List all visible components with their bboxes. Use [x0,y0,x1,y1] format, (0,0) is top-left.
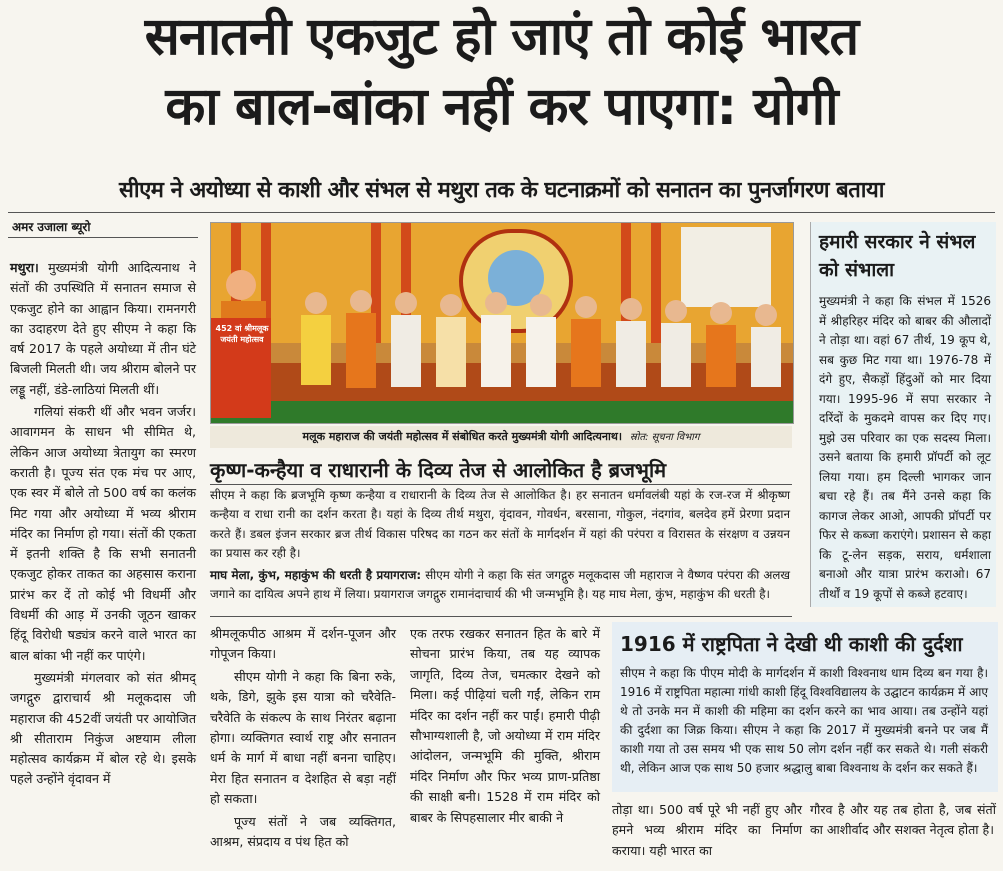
col5-paragraph-1: गौरव है और यह तब होता है, जब संतों का आशीर्वाद और सशक्त नेतृत्व होता है। [810,802,996,838]
photo-caption [210,426,792,448]
dateline: मथुरा। [10,260,39,275]
kashi-box [612,622,998,792]
sidebox-title: हमारी सरकार ने संभल को संभाला [819,231,976,281]
middle-headline: कृष्ण-कन्हैया व राधारानी के दिव्य तेज से आलोकित है ब्रजभूमि [210,458,667,482]
column-5 [810,800,996,843]
column-2 [210,624,396,854]
byline: अमर उजाला ब्यूरो [12,220,91,234]
col2-paragraph-2: पूज्य संतों ने जब व्यक्तिगत, आश्रम, संप्रदाय व पंथ हित को [210,813,396,850]
stage-illustration [211,223,793,423]
sidebox-body: मुख्यमंत्री ने कहा कि संभल में 1526 में श्रीहरिहर मंदिर को बाबर की औलादों ने तोड़ा था। वहां 67 तीर्थ, 19 कूप थे, सब कुछ मिट गया था। 1976-78 में दंगे हुए, सैकड़ों हिंदुओं को मार दिया गया। 1995-96 में सपा सरकार ने दरिंदों के मुकदमे वापस कर दिए गए। मुझे उस परिवार का एक सदस्य मिला। उसने बताया कि हमारी प्रॉपर्टी को लूट लिया गया। हम दिल्ली भागकर जान बचा रहे हैं। तब मैंने उनसे कहा कि कागज लेकर आओ, आपकी प्रॉपर्टी पर फिर से कब्जा कराएंगे। प्रशासन से कहा कि टू-लेन सड़क, सराय, धर्मशाला बनाओ और यात्रा प्रारंभ कराओ। 67 तीर्थों व 19 कूपों से कब्जे हटवाए। [819,294,991,601]
event-photo [210,222,794,424]
middle-body [210,486,790,604]
photo-caption-text: मलूक महाराज की जयंती महोत्सव में संबोधित करते मुख्यमंत्री योगी आदित्यनाथ। [302,430,623,443]
headline-line-1: सनातनी एकजुट हो जाएं तो कोई भारत [144,7,859,67]
subheadline: सीएम ने अयोध्या से काशी और संभल से मथुरा तक के घटनाक्रमों को सनातन का पुनर्जागरण बताया [119,178,884,203]
divider [8,212,995,213]
photo-source: स्रोत: सूचना विभाग [629,432,700,443]
middle-paragraph-1: सीएम ने कहा कि ब्रजभूमि कृष्ण कन्हैया व राधारानी के दिव्य तेज से आलोकित है। हर सनातन धर्मावलंबी यहां के रज-रज में श्रीकृष्ण कन्हैया व राधा रानी का दर्शन करता है। यहां के दिव्य तीर्थ मथुरा, वृंदावन, गोवर्धन, बरसाना, गोकुल, नंदगांव, बलदेव हमें प्रेरणा प्रदान करते हैं। डबल इंजन सरकार ब्रज तीर्थ विकास परिषद का गठन कर संतों के मार्गदर्शन में यहां की परंपरा व विरासत के संरक्षण व उन्नयन का प्रयास कर रही है। [210,488,790,561]
kashi-box-title: 1916 में राष्ट्रपिता ने देखी थी काशी की दुर्दशा [620,632,963,656]
headline [0,2,1003,142]
col1-paragraph-1: मुख्यमंत्री योगी आदित्यनाथ ने संतों की उपस्थिति में सनातन समाज से एकजुट होने का आह्वान किया। रामनगरी का उदाहरण देते हुए सीएम ने कहा कि वर्ष 2017 के पहले अयोध्या में तीन घंटे बिजली मिलती थी। जय श्रीराम बोलने पर लड्डू नहीं, डंडे-लाठियां मिलती थीं। [10,260,196,397]
headline-line-2: का बाल-बांका नहीं कर पाएगा: योगी [165,77,838,137]
column-4 [612,800,802,863]
divider [210,616,792,617]
podium-banner: 452 वां श्रीमलूक जयंती महोत्सव [215,324,269,344]
col1-paragraph-2: गलियां संकरी थीं और भवन जर्जर। आवागमन के साधन भी सीमित थे, लेकिन आज अयोध्या त्रेतायुग का स्मरण कराती है। पूज्य संत एक मंच पर आए, एक स्वर में बोले तो 500 वर्ष का कलंक मिट गया और अयोध्या में भव्य श्रीराम मंदिर का निर्माण हो गया। संतों की एकता में इतनी शक्ति है कि सभी सनातनी एकजुट होकर ताकत का अहसास कराना प्रारंभ कर दें तो कोई भी विधर्मी और विधर्मी की आड़ में उनकी जूठन खाकर हिंदू विरोधी षड्यंत्र करने वाले भारत का बाल बांका भी नहीं कर पाएंगे। [10,404,196,663]
col3-paragraph-1: एक तरफ रखकर सनातन हित के बारे में सोचना प्रारंभ किया, तब यह व्यापक जागृति, दिव्य तेज, चमत्कार देखने को मिला। कई पीढ़ियां चली गईं, लेकिन राम मंदिर का दर्शन नहीं कर पाईं। हमारी पीढ़ी सौभाग्यशाली है, जो अयोध्या में राम मंदिर आंदोलन, जन्मभूमि की मुक्ति, श्रीराम मंदिर निर्माण और फिर भव्य प्राण-प्रतिष्ठा की साक्षी बनी। 1528 में राम मंदिर को बाबर के सिपहसालार मीर बाकी ने [410,626,600,825]
column-1 [10,258,196,792]
column-3 [410,624,600,830]
middle-subhead: माघ मेला, कुंभ, महाकुंभ की धरती है प्रयागराज: [210,567,422,582]
col4-paragraph-1: तोड़ा था। 500 वर्ष पूरे भी नहीं हुए और हमने भव्य श्रीराम मंदिर का निर्माण कराया। यही भारत का [612,802,802,858]
col2-paragraph-0: श्रीमलूकपीठ आश्रम में दर्शन-पूजन और गोपूजन किया। [210,626,396,662]
middle-paragraph-2: सीएम योगी ने कहा कि संत जगद्गुरु मलूकदास जी महाराज ने वैष्णव परंपरा की अलख जगाने का दायित्व अपने हाथ में लिया। प्रयागराज जगद्गुरु रामानंदाचार्य की भी जन्मभूमि है। यह माघ मेला, कुंभ, महाकुंभ की धरती है। [210,567,791,602]
kashi-box-body: सीएम ने कहा कि पीएम मोदी के मार्गदर्शन में काशी विश्वनाथ धाम दिव्य बन गया है। 1916 में राष्ट्रपिता महात्मा गांधी काशी हिंदू विश्वविद्यालय के उद्घाटन कार्यक्रम में आए थे तो उनके मन में काशी की महिमा का दर्शन करने का भाव आया। तब उन्होंने यहां की दुर्दशा का जिक्र किया। सीएम ने कहा कि 2017 में मुख्यमंत्री बनने पर जब मैं काशी गया तो उस समय भी एक साथ 50 लोग दर्शन नहीं कर सकते थे। गली संकरी थी, लेकिन आज एक साथ 50 हजार श्रद्धालु बाबा विश्वनाथ के दर्शन कर सकते हैं। [620,666,988,775]
col1-paragraph-3: मुख्यमंत्री मंगलवार को संत श्रीमद् जगद्गुरु द्वाराचार्य श्री मलूकदास जी महाराज की 452वीं जयंती पर आयोजित श्री सीताराम निकुंज अष्टयाम लीला महोत्सव कार्यक्रम में बोल रहे थे। इसके पहले उन्होंने वृंदावन में [10,669,196,787]
sambhal-sidebox [810,222,996,607]
divider [210,484,792,485]
divider [8,237,198,238]
col2-paragraph-1: सीएम योगी ने कहा कि बिना रुके, थके, डिगे, झुके इस यात्रा को चरैवेति-चरैवेति के संकल्प के साथ निरंतर बढ़ाना होगा। व्यक्तिगत स्वार्थ राष्ट्र और सनातन धर्म के मार्ग में बाधा नहीं बनना चाहिए। मेरा हित सनातन व देशहित से बड़ा नहीं हो सकता। [210,668,396,807]
